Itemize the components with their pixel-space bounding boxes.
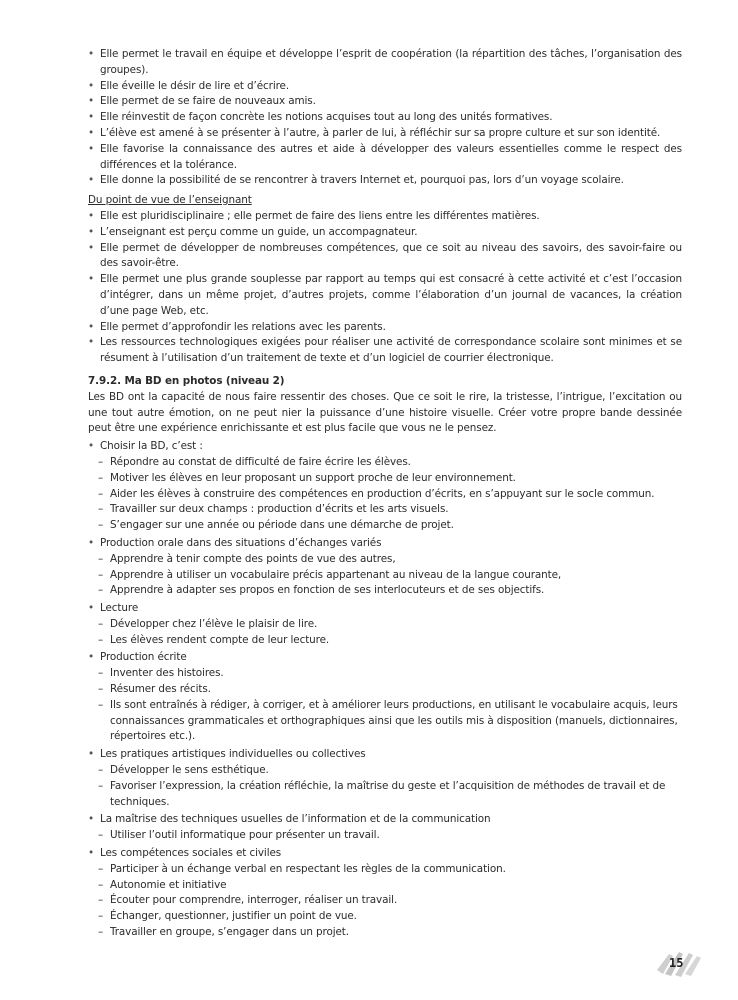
student-point: [88, 94, 682, 110]
skill-group-title: [88, 601, 682, 617]
bullet-icon: •: [88, 95, 95, 108]
skill-group-title: [88, 812, 682, 828]
dash-icon: –: [98, 503, 104, 516]
sub-item: [88, 828, 682, 844]
bullet-text: Elle est pluridisciplinaire ; elle permet de faire des liens entre les différentes matières.: [100, 209, 540, 222]
teacher-benefits-list: [88, 209, 682, 367]
sub-item: [88, 698, 682, 745]
bullet-text: Production orale dans des situations d’échanges variés: [100, 536, 382, 549]
sub-item: [88, 909, 682, 925]
bullet-icon: •: [88, 336, 95, 349]
skill-group: [88, 536, 682, 599]
bullet-icon: •: [88, 209, 95, 222]
sub-item-text: Résumer des récits.: [110, 683, 211, 696]
bullet-icon: •: [88, 225, 95, 238]
bullet-icon: •: [88, 651, 95, 664]
sub-item-text: Apprendre à tenir compte des points de vue des autres,: [110, 552, 396, 565]
sub-item: [88, 666, 682, 682]
page-number: 15: [669, 956, 684, 970]
student-point: [88, 126, 682, 142]
sub-item-text: Apprendre à utiliser un vocabulaire précis appartenant au niveau de la langue courante,: [110, 568, 562, 581]
bullet-icon: •: [88, 602, 95, 615]
dash-icon: –: [98, 910, 104, 923]
sub-item-text: Répondre au constat de difficulté de faire écrire les élèves.: [110, 455, 411, 468]
sub-item: [88, 583, 682, 599]
sub-item-text: Échanger, questionner, justifier un point de vue.: [110, 910, 357, 923]
bullet-icon: •: [88, 126, 95, 139]
bullet-text: Les pratiques artistiques individuelles ou collectives: [100, 748, 366, 761]
bullet-text: La maîtrise des techniques usuelles de l’information et de la communication: [100, 813, 491, 826]
bullet-text: Choisir la BD, c’est :: [100, 440, 203, 453]
sub-item-text: Inventer des histoires.: [110, 667, 224, 680]
sub-item-text: Travailler en groupe, s’engager dans un projet.: [110, 926, 349, 939]
sub-item: [88, 893, 682, 909]
bullet-text: Les compétences sociales et civiles: [100, 847, 282, 860]
sub-item-text: Participer à un échange verbal en respectant les règles de la communication.: [110, 862, 506, 875]
student-point: [88, 79, 682, 95]
dash-icon: –: [98, 698, 104, 711]
student-point: [88, 47, 682, 79]
sub-item-text: Développer chez l’élève le plaisir de lire.: [110, 617, 318, 630]
bullet-text: Elle permet de développer de nombreuses compétences, que ce soit au niveau des savoirs, des savoir-faire ou des savoir-être.: [100, 241, 682, 270]
teacher-point: [88, 272, 682, 319]
skill-group-title: [88, 536, 682, 552]
sub-item: [88, 925, 682, 941]
sub-item-text: Motiver les élèves en leur proposant un support proche de leur environnement.: [110, 471, 516, 484]
skill-group-title: [88, 439, 682, 455]
bullet-text: Elle permet une plus grande souplesse par rapport au temps qui est consacré à cette activité et c’est l’occasion d’intégrer, dans un même projet, d’autres projets, comme l’élaboration d’un journal de vacances, la création d’une page Web, etc.: [100, 273, 682, 317]
dash-icon: –: [98, 779, 104, 792]
sub-item: [88, 779, 682, 811]
bullet-icon: •: [88, 111, 95, 124]
dash-icon: –: [98, 455, 104, 468]
sub-item: [88, 455, 682, 471]
bullet-text: Les ressources technologiques exigées pour réaliser une activité de correspondance scolaire sont minimes et se résument à l’utilisation d’un traitement de texte et d’un logiciel de courrier électronique.: [100, 336, 682, 365]
bullet-icon: •: [88, 79, 95, 92]
sub-item-text: Ils sont entraînés à rédiger, à corriger, et à améliorer leurs productions, en utilisant le vocabulaire acquis, leurs connaissances grammaticales et orthographiques ainsi que les outils mis à disposition (manuels, dictionnaires, répertoires etc.).: [110, 698, 678, 743]
skill-group-title: [88, 650, 682, 666]
bullet-text: Elle donne la possibilité de se rencontrer à travers Internet et, pourquoi pas, lors d’un voyage scolaire.: [100, 174, 624, 187]
teacher-section-label: Du point de vue de l’enseignant: [88, 194, 252, 207]
sub-item: [88, 487, 682, 503]
skill-group: [88, 601, 682, 648]
intro-paragraph: Les BD ont la capacité de nous faire ressentir des choses. Que ce soit le rire, la tristesse, l’intrigue, l’excitation ou une tout autre émotion, on ne peut nier la puissance d’une histoire visuelle. Créer votre propre bande dessinée peut être une expérience enrichissante et est plus facile que vous ne le pensez.: [88, 390, 682, 435]
bullet-icon: •: [88, 174, 95, 187]
bullet-icon: •: [88, 748, 95, 761]
bullet-icon: •: [88, 536, 95, 549]
sub-item: [88, 878, 682, 894]
bullet-text: Elle permet d’approfondir les relations avec les parents.: [100, 320, 386, 333]
dash-icon: –: [98, 683, 104, 696]
dash-icon: –: [98, 519, 104, 532]
bullet-text: Elle favorise la connaissance des autres et aide à développer des valeurs essentielles comme le respect des différences et la tolérance.: [100, 142, 682, 171]
bullet-text: Elle éveille le désir de lire et d’écrire.: [100, 79, 290, 92]
section-heading: 7.9.2. Ma BD en photos (niveau 2): [88, 374, 285, 387]
dash-icon: –: [98, 552, 104, 565]
dash-icon: –: [98, 667, 104, 680]
teacher-point: [88, 241, 682, 273]
dash-icon: –: [98, 862, 104, 875]
bullet-icon: •: [88, 847, 95, 860]
sub-item: [88, 471, 682, 487]
student-benefits-list: [88, 47, 682, 189]
bullet-icon: •: [88, 813, 95, 826]
bullet-text: Elle permet le travail en équipe et développe l’esprit de coopération (la répartition des tâches, l’organisation des groupes).: [100, 48, 682, 76]
sub-item: [88, 862, 682, 878]
sub-item-text: Utiliser l’outil informatique pour présenter un travail.: [110, 829, 380, 842]
sub-item: [88, 518, 682, 534]
skills-groups: [88, 439, 682, 941]
bullet-text: Elle permet de se faire de nouveaux amis.: [100, 95, 316, 108]
sub-item: [88, 502, 682, 518]
bullet-text: L’élève est amené à se présenter à l’autre, à parler de lui, à réfléchir sur sa propre culture et sur son identité.: [100, 126, 661, 139]
student-point: [88, 142, 682, 174]
sub-item-text: Autonomie et initiative: [110, 878, 227, 891]
teacher-point: [88, 209, 682, 225]
bullet-text: Elle réinvestit de façon concrète les notions acquises tout au long des unités formatives.: [100, 111, 553, 124]
dash-icon: –: [98, 568, 104, 581]
bullet-text: Lecture: [100, 602, 139, 615]
dash-icon: –: [98, 584, 104, 597]
sub-item: [88, 552, 682, 568]
bullet-icon: •: [88, 142, 95, 155]
dash-icon: –: [98, 487, 104, 500]
bullet-icon: •: [88, 440, 95, 453]
dash-icon: –: [98, 617, 104, 630]
dash-icon: –: [98, 829, 104, 842]
skill-group-title: [88, 747, 682, 763]
skill-group: [88, 439, 682, 534]
dash-icon: –: [98, 633, 104, 646]
bullet-icon: •: [88, 320, 95, 333]
sub-item-text: Favoriser l’expression, la création réfléchie, la maîtrise du geste et l’acquisition de méthodes de travail et de techniques.: [110, 779, 666, 808]
teacher-point: [88, 320, 682, 336]
student-point: [88, 173, 682, 189]
bullet-icon: •: [88, 273, 95, 286]
sub-item: [88, 633, 682, 649]
sub-item-text: Les élèves rendent compte de leur lecture.: [110, 633, 330, 646]
bullet-icon: •: [88, 241, 95, 254]
sub-item: [88, 617, 682, 633]
dash-icon: –: [98, 764, 104, 777]
sub-item: [88, 568, 682, 584]
student-point: [88, 110, 682, 126]
dash-icon: –: [98, 878, 104, 891]
teacher-point: [88, 335, 682, 367]
bullet-text: Production écrite: [100, 651, 187, 664]
bullet-text: L’enseignant est perçu comme un guide, un accompagnateur.: [100, 225, 418, 238]
sub-item-text: S’engager sur une année ou période dans une démarche de projet.: [110, 519, 454, 532]
skill-group-title: [88, 846, 682, 862]
sub-item-text: Travailler sur deux champs : production d’écrits et les arts visuels.: [110, 503, 449, 516]
page-content: [88, 47, 682, 941]
skill-group: [88, 747, 682, 810]
dash-icon: –: [98, 894, 104, 907]
sub-item: [88, 763, 682, 779]
sub-item-text: Apprendre à adapter ses propos en fonction de ses interlocuteurs et de ses objectifs.: [110, 584, 545, 597]
skill-group: [88, 846, 682, 941]
skill-group: [88, 650, 682, 745]
bullet-icon: •: [88, 48, 95, 60]
skill-group: [88, 812, 682, 844]
teacher-point: [88, 225, 682, 241]
sub-item-text: Développer le sens esthétique.: [110, 764, 269, 777]
dash-icon: –: [98, 926, 104, 939]
dash-icon: –: [98, 471, 104, 484]
sub-item: [88, 682, 682, 698]
sub-item-text: Aider les élèves à construire des compétences en production d’écrits, en s’appuyant sur le socle commun.: [110, 487, 655, 500]
sub-item-text: Écouter pour comprendre, interroger, réaliser un travail.: [110, 894, 398, 907]
